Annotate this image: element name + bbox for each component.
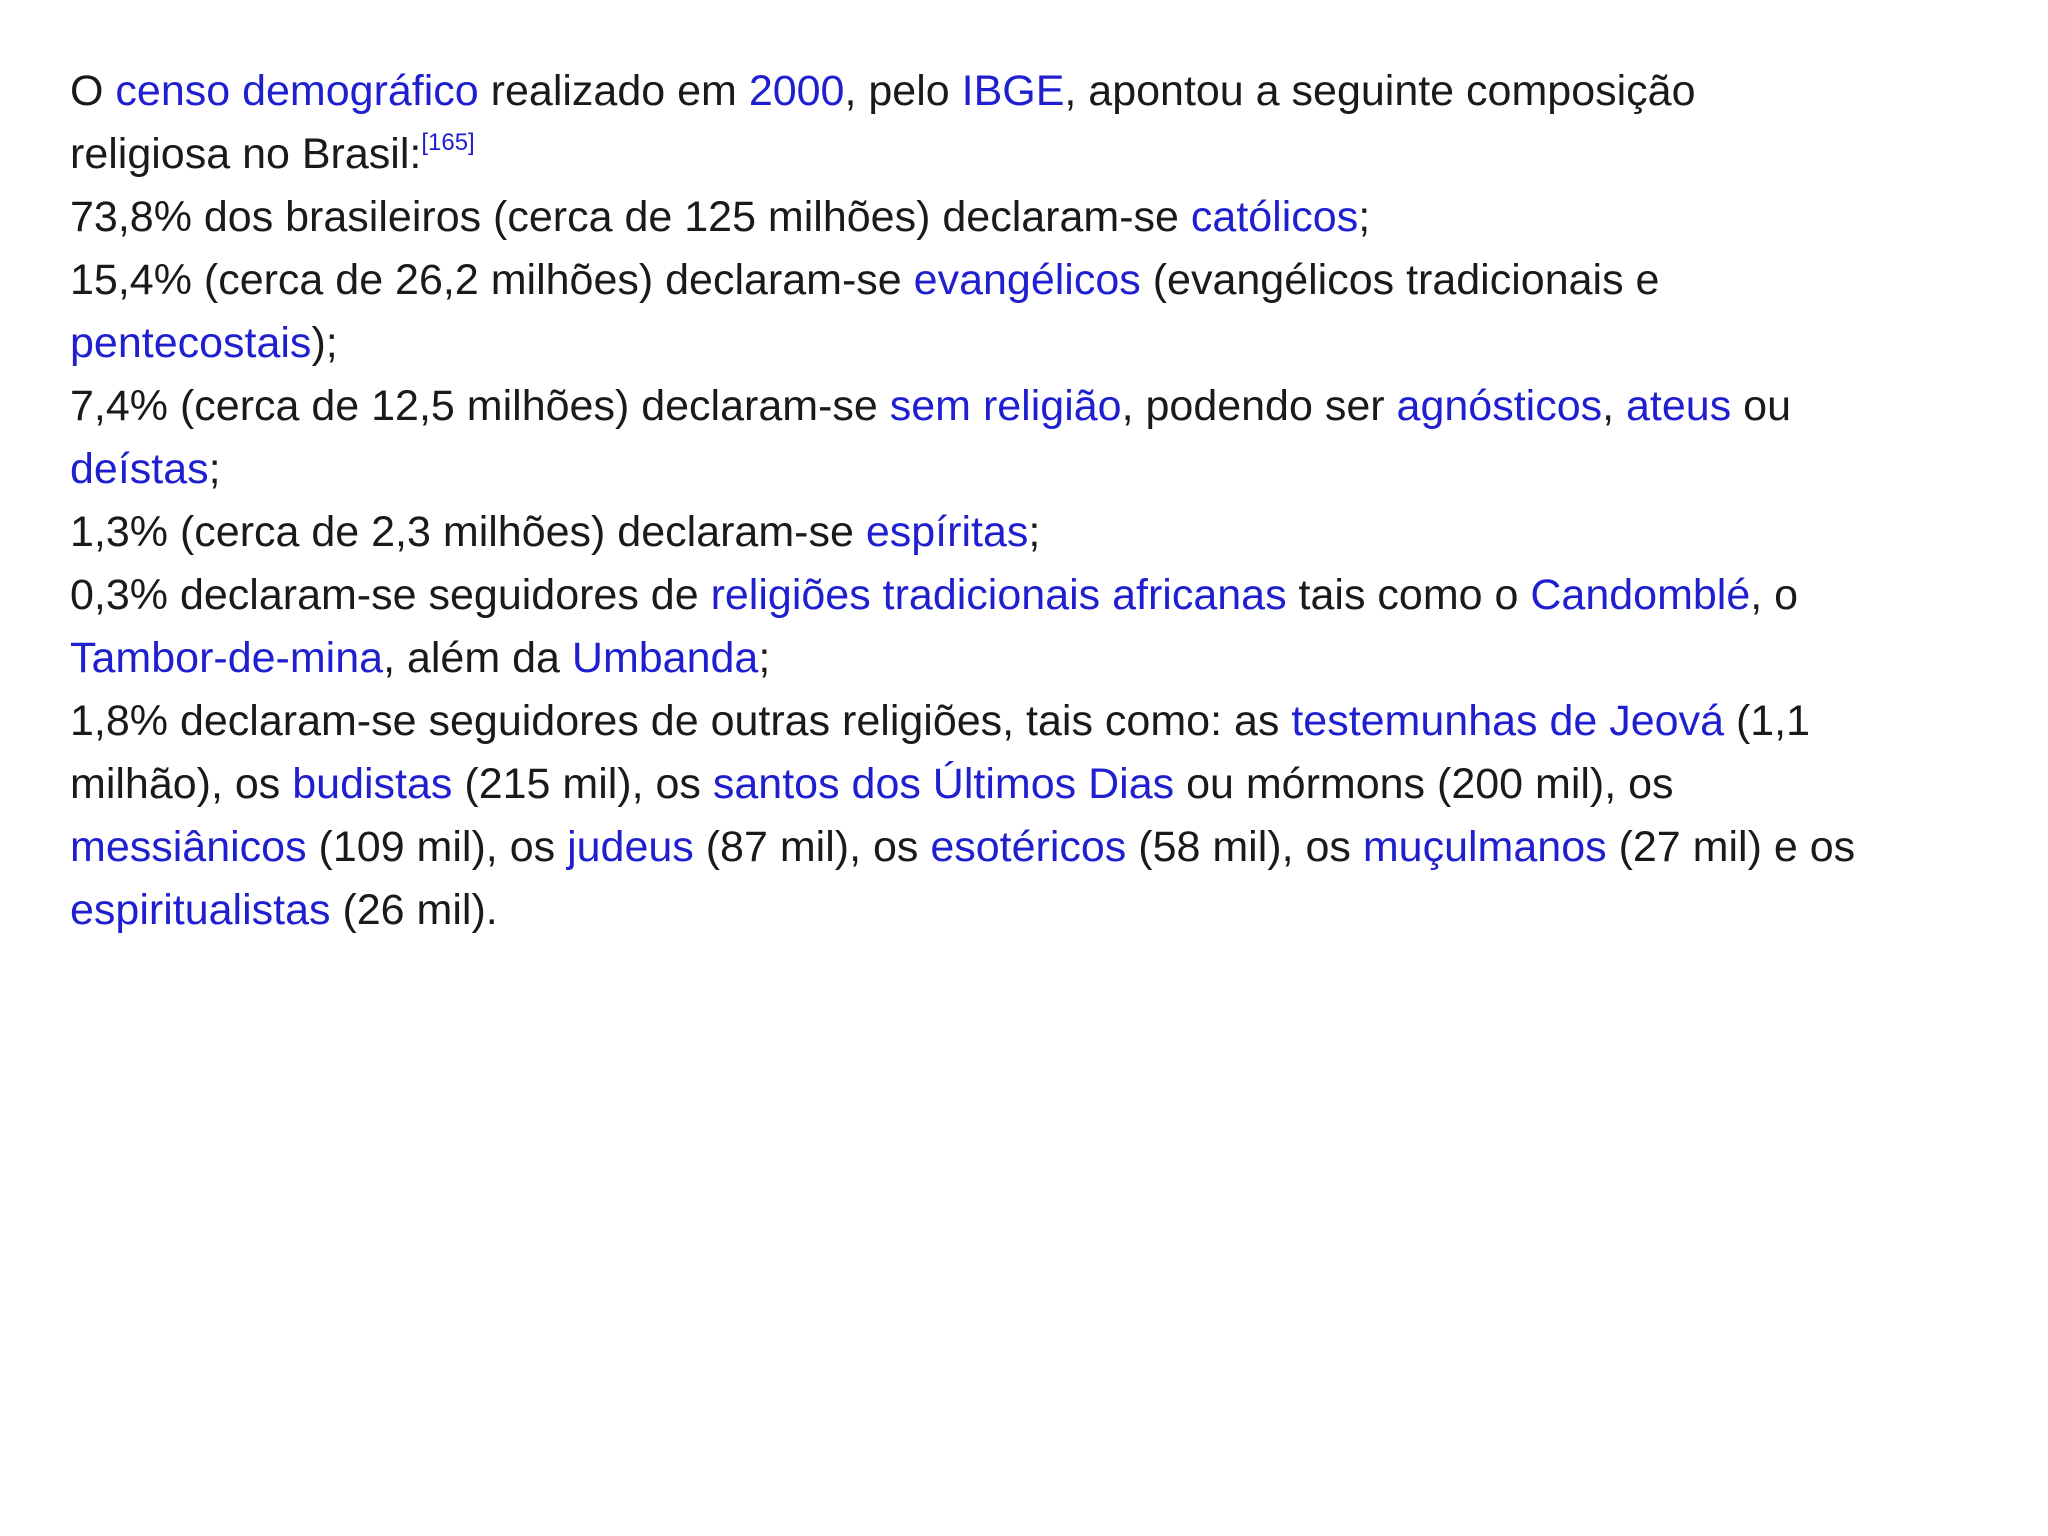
link-messianicos[interactable]: messiânicos (70, 823, 307, 871)
link-religioes-tradicionais-africanas[interactable]: religiões tradicionais africanas (710, 571, 1287, 619)
outras-line-3 (70, 816, 2010, 879)
sem-religiao-line-2 (70, 438, 2010, 501)
intro-line-1 (70, 60, 2010, 123)
text: 73,8% dos brasileiros (cerca de 125 milhões) declaram-se (70, 193, 1191, 241)
reference-link-165[interactable]: [165] (421, 129, 475, 156)
link-catolicos[interactable]: católicos (1190, 193, 1359, 241)
outras-line-1 (70, 690, 2010, 753)
link-esotericos[interactable]: esotéricos (930, 823, 1127, 871)
link-candomble[interactable]: Candomblé (1530, 571, 1751, 619)
outras-line-2 (70, 753, 2010, 816)
text: ; (208, 445, 221, 493)
text: tais como o (1286, 571, 1531, 619)
link-muculmanos[interactable]: muçulmanos (1362, 823, 1607, 871)
evangelicos-line-2 (70, 312, 2010, 375)
text: (58 mil), os (1126, 823, 1363, 871)
text: ou (1731, 382, 1791, 430)
outras-line-4 (70, 879, 2010, 942)
text: ; (758, 634, 771, 682)
link-santos-dos-ultimos-dias[interactable]: santos dos Últimos Dias (712, 760, 1175, 808)
text: (evangélicos tradicionais e (1140, 256, 1660, 304)
text: ; (1028, 508, 1041, 556)
link-pentecostais[interactable]: pentecostais (70, 319, 312, 367)
text: (109 mil), os (306, 823, 568, 871)
link-espiritualistas[interactable]: espiritualistas (70, 886, 331, 934)
text: , (1602, 382, 1627, 430)
text: ; (1358, 193, 1371, 241)
link-tambor-de-mina[interactable]: Tambor-de-mina (70, 634, 384, 682)
text: 0,3% declaram-se seguidores de (70, 571, 711, 619)
text: ou mórmons (200 mil), os (1174, 760, 1674, 808)
espiritas-line (70, 501, 2010, 564)
text: O (70, 67, 116, 115)
africanas-line-2 (70, 627, 2010, 690)
link-testemunhas-de-jeova[interactable]: testemunhas de Jeová (1291, 697, 1724, 745)
text: 15,4% (cerca de 26,2 milhões) declaram-se (70, 256, 914, 304)
sem-religiao-line-1 (70, 375, 2010, 438)
link-agnosticos[interactable]: agnósticos (1396, 382, 1603, 430)
text: , o (1750, 571, 1799, 619)
evangelicos-line-1 (70, 249, 2010, 312)
text: (26 mil). (330, 886, 498, 934)
link-espiritas[interactable]: espíritas (865, 508, 1029, 556)
link-2000[interactable]: 2000 (748, 67, 845, 115)
link-ateus[interactable]: ateus (1626, 382, 1732, 430)
link-censo-demografico[interactable]: censo demográfico (115, 67, 479, 115)
link-evangelicos[interactable]: evangélicos (913, 256, 1141, 304)
text: , pelo (844, 67, 962, 115)
link-umbanda[interactable]: Umbanda (571, 634, 759, 682)
text: , além da (383, 634, 572, 682)
link-deistas[interactable]: deístas (70, 445, 209, 493)
intro-line-2 (70, 123, 2010, 186)
link-budistas[interactable]: budistas (292, 760, 453, 808)
text: , podendo ser (1121, 382, 1397, 430)
link-sem-religiao[interactable]: sem religião (889, 382, 1122, 430)
text: 1,8% declaram-se seguidores de outras religiões, tais como: as (70, 697, 1292, 745)
text: 1,3% (cerca de 2,3 milhões) declaram-se (70, 508, 866, 556)
text: milhão), os (70, 760, 293, 808)
africanas-line-1 (70, 564, 2010, 627)
article-text (70, 60, 2010, 942)
text: (87 mil), os (693, 823, 931, 871)
text: realizado em (478, 67, 749, 115)
link-ibge[interactable]: IBGE (961, 67, 1065, 115)
text: (27 mil) e os (1606, 823, 1856, 871)
text: religiosa no Brasil: (70, 130, 422, 178)
text: ); (311, 319, 338, 367)
text: 7,4% (cerca de 12,5 milhões) declaram-se (70, 382, 890, 430)
text: , apontou a seguinte composição (1064, 67, 1696, 115)
catolicos-line (70, 186, 2010, 249)
text: (1,1 (1724, 697, 1811, 745)
link-judeus[interactable]: judeus (567, 823, 694, 871)
text: (215 mil), os (452, 760, 713, 808)
